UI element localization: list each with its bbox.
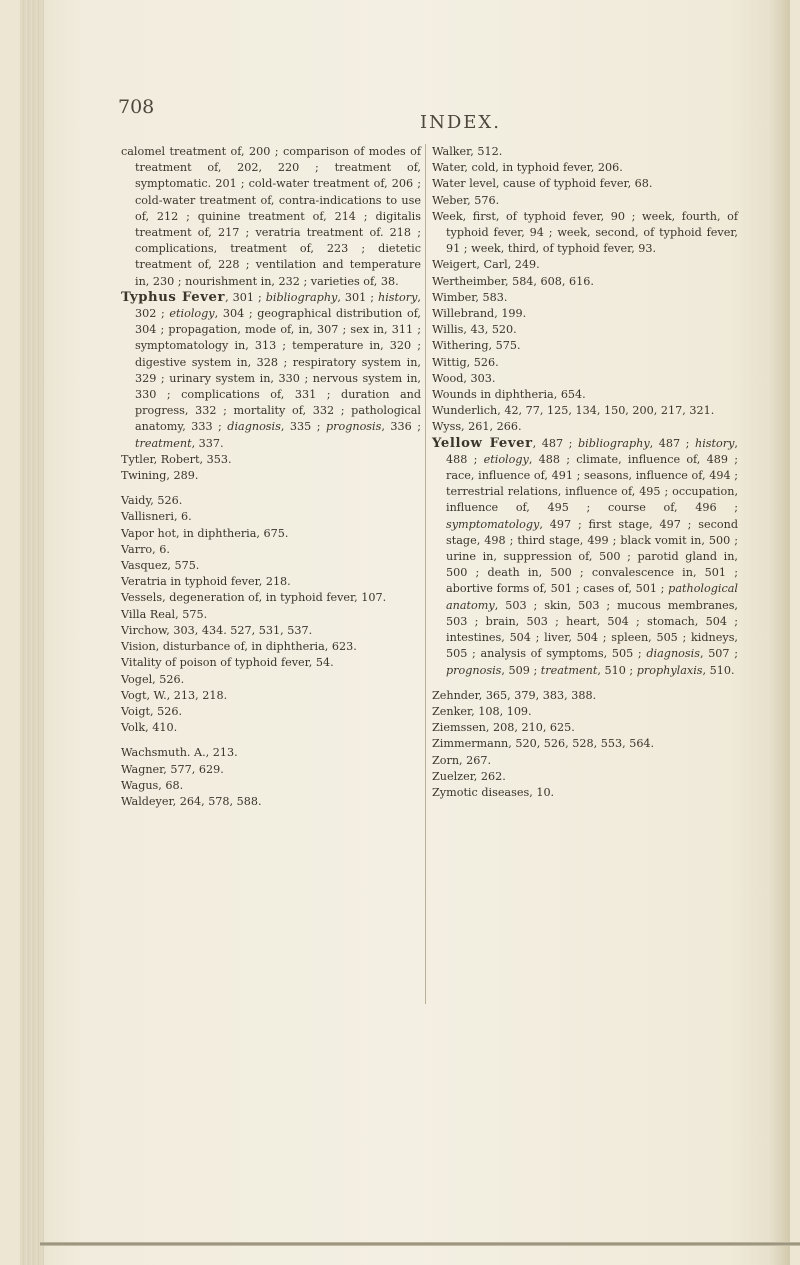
index-subheading: etiology bbox=[483, 452, 529, 466]
index-text: , 335 ; bbox=[280, 420, 326, 434]
bottom-edge-rule bbox=[40, 1242, 800, 1246]
index-text: , 510 ; bbox=[597, 663, 637, 677]
index-entry-veratria bbox=[121, 574, 421, 590]
index-text: Willebrand, 199. bbox=[432, 307, 527, 321]
index-entry-vogt bbox=[121, 688, 421, 704]
index-entry-zenker bbox=[432, 704, 738, 720]
index-text: Weber, 576. bbox=[432, 193, 500, 207]
entry-group-gap bbox=[121, 484, 421, 493]
index-text: , 510. bbox=[702, 663, 735, 677]
index-text: Wagner, 577, 629. bbox=[121, 762, 224, 776]
index-entry-vision bbox=[121, 639, 421, 655]
index-text: Wagus, 68. bbox=[121, 778, 184, 792]
index-text: Waldeyer, 264, 578, 588. bbox=[121, 794, 262, 808]
index-text: Voigt, 526. bbox=[121, 704, 183, 718]
index-entry-typhus bbox=[121, 290, 421, 452]
index-entry-varro bbox=[121, 542, 421, 558]
index-subheading: diagnosis bbox=[646, 647, 700, 661]
index-text: Vision, disturbance of, in diphtheria, 623. bbox=[121, 640, 357, 654]
index-entry-walker bbox=[432, 144, 738, 160]
index-text: Vogel, 526. bbox=[121, 672, 185, 686]
index-main-heading: Yellow Fever bbox=[432, 435, 533, 451]
index-entry-tytler bbox=[121, 452, 421, 468]
index-text: Weigert, Carl, 249. bbox=[432, 258, 540, 272]
page-edge-shadow bbox=[768, 0, 790, 1265]
entry-group-gap bbox=[432, 679, 738, 688]
index-text: , 487 ; bbox=[649, 436, 695, 450]
index-text: , 302 ; bbox=[135, 290, 421, 321]
index-entry-vitality bbox=[121, 655, 421, 671]
index-subheading: prognosis bbox=[325, 420, 382, 434]
binding-gutter bbox=[20, 0, 44, 1265]
index-entry-willebrand bbox=[432, 306, 738, 322]
index-text: Vallisneri, 6. bbox=[121, 510, 192, 524]
index-text: Zenker, 108, 109. bbox=[432, 704, 532, 718]
index-entry-weigert bbox=[432, 257, 738, 273]
index-text: , 487 ; bbox=[532, 436, 578, 450]
index-entry-vasquez bbox=[121, 558, 421, 574]
index-entry-wood bbox=[432, 371, 738, 387]
index-text: Vessels, degeneration of, in typhoid fever, 107. bbox=[121, 591, 387, 605]
index-entry-water-level bbox=[432, 176, 738, 192]
index-entry-wachsmuth bbox=[121, 745, 421, 761]
index-text: , 507 ; bbox=[699, 647, 738, 661]
index-entry-waldeyer bbox=[121, 794, 421, 810]
index-text: Veratria in typhoid fever, 218. bbox=[121, 575, 291, 589]
index-entry-vapor bbox=[121, 526, 421, 542]
index-subheading: diagnosis bbox=[227, 420, 281, 434]
index-subheading: history bbox=[377, 290, 418, 304]
index-subheading: pathological anatomy bbox=[446, 582, 738, 612]
index-entry-withering bbox=[432, 338, 738, 354]
index-text: Tytler, Robert, 353. bbox=[121, 452, 232, 466]
running-head: INDEX. bbox=[420, 112, 501, 133]
index-subheading: symptomatology bbox=[446, 517, 540, 531]
index-text: Vapor hot, in diphtheria, 675. bbox=[121, 526, 289, 540]
index-entry-calomel bbox=[121, 144, 421, 290]
index-text: Vasquez, 575. bbox=[121, 559, 200, 573]
index-entry-vaidy bbox=[121, 493, 421, 509]
index-entry-villa bbox=[121, 607, 421, 623]
index-text: Volk, 410. bbox=[121, 721, 178, 735]
index-text: , 301 ; bbox=[225, 290, 266, 304]
index-text: Ziemssen, 208, 210, 625. bbox=[432, 721, 575, 735]
index-subheading: prophylaxis bbox=[636, 663, 703, 677]
entry-group-gap bbox=[121, 736, 421, 745]
index-text: Zuelzer, 262. bbox=[432, 769, 506, 783]
index-column-right bbox=[432, 144, 738, 801]
index-entry-zehnder bbox=[432, 688, 738, 704]
index-subheading: treatment bbox=[135, 436, 192, 450]
index-text: Zymotic diseases, 10. bbox=[432, 785, 555, 799]
index-entry-wyss bbox=[432, 419, 738, 435]
index-text: Wittig, 526. bbox=[432, 355, 499, 369]
index-text: Virchow, 303, 434. 527, 531, 537. bbox=[121, 623, 313, 637]
index-text: , 503 ; skin, 503 ; mucous membranes, 503 ; brain, 503 ; heart, 504 ; stomach, 504 ; intestines, 504 ; liver, 504 ; spleen, 505 ; kidneys, 505 ; analysis of symptoms, 505 ; bbox=[446, 598, 738, 661]
index-subheading: bibliography bbox=[577, 436, 650, 450]
index-entry-yellow bbox=[432, 436, 738, 679]
index-subheading: etiology bbox=[169, 307, 215, 321]
index-entry-vessels bbox=[121, 590, 421, 606]
index-text: calomel treatment of, 200 ; comparison of modes of treatment of, 202, 220 ; treatment of, symptomatic. 201 ; cold-water treatment of, 206 ; cold-water treatment of, contra-indications to use of, 212 ; quinine treatment of, 214 ; digitalis treatment of, 217 ; veratria treatment of. 218 ; complications, treatment of, 223 ; dietetic treatment of, 228 ; ventilation and temperature in, 230 ; nourishment in, 232 ; varieties of, 38. bbox=[121, 145, 421, 288]
index-entry-wagus bbox=[121, 778, 421, 794]
index-entry-zuelzer bbox=[432, 769, 738, 785]
index-text: Twining, 289. bbox=[121, 469, 199, 483]
index-entry-wittig bbox=[432, 355, 738, 371]
index-entry-wimber bbox=[432, 290, 738, 306]
index-entry-water-cold bbox=[432, 160, 738, 176]
index-text: Zimmermann, 520, 526, 528, 553, 564. bbox=[432, 737, 655, 751]
index-text: Vogt, W., 213, 218. bbox=[121, 688, 228, 702]
index-column-left bbox=[121, 144, 421, 810]
index-entry-wagner bbox=[121, 762, 421, 778]
index-text: Varro, 6. bbox=[121, 542, 170, 556]
index-entry-vogel bbox=[121, 672, 421, 688]
index-subheading: treatment bbox=[540, 663, 598, 677]
index-main-heading: Typhus Fever bbox=[121, 289, 226, 305]
index-entry-wounds bbox=[432, 387, 738, 403]
index-entry-willis bbox=[432, 322, 738, 338]
index-text: Withering, 575. bbox=[432, 339, 521, 353]
index-text: Willis, 43, 520. bbox=[432, 323, 517, 337]
index-text: , 488 ; bbox=[446, 436, 738, 466]
index-text: Wertheimber, 584, 608, 616. bbox=[432, 274, 594, 288]
page-number: 708 bbox=[118, 96, 155, 118]
index-text: Wunderlich, 42, 77, 125, 134, 150, 200, 217, 321. bbox=[432, 404, 715, 418]
index-entry-ziemssen bbox=[432, 720, 738, 736]
index-text: Wounds in diphtheria, 654. bbox=[432, 388, 586, 402]
index-text: Zorn, 267. bbox=[432, 753, 492, 767]
index-text: , 509 ; bbox=[501, 663, 541, 677]
index-text: Water level, cause of typhoid fever, 68. bbox=[432, 177, 653, 191]
index-text: Wimber, 583. bbox=[432, 290, 508, 304]
index-entry-zimmermann bbox=[432, 736, 738, 752]
index-entry-voigt bbox=[121, 704, 421, 720]
index-text: Week, first, of typhoid fever, 90 ; week, fourth, of typhoid fever, 94 ; week, second, of typhoid fever, 91 ; week, third, of typhoid fever, 93. bbox=[432, 209, 738, 256]
index-text: Vitality of poison of typhoid fever, 54. bbox=[121, 656, 334, 670]
index-entry-twining bbox=[121, 468, 421, 484]
index-text: Vaidy, 526. bbox=[121, 494, 183, 508]
index-entry-vallisneri bbox=[121, 509, 421, 525]
index-entry-weber bbox=[432, 193, 738, 209]
index-text: Villa Real, 575. bbox=[121, 607, 208, 621]
index-entry-zorn bbox=[432, 753, 738, 769]
index-subheading: history bbox=[694, 436, 735, 450]
index-entry-volk bbox=[121, 720, 421, 736]
index-entry-zymotic bbox=[432, 785, 738, 801]
index-text: Wyss, 261, 266. bbox=[432, 420, 522, 434]
index-entry-wertheimber bbox=[432, 274, 738, 290]
index-subheading: bibliography bbox=[265, 290, 338, 304]
index-text: Wood, 303. bbox=[432, 371, 496, 385]
index-text: Wachsmuth. A., 213. bbox=[121, 746, 238, 760]
index-entry-virchow bbox=[121, 623, 421, 639]
index-text: , 336 ; bbox=[381, 420, 421, 434]
column-divider bbox=[425, 144, 426, 1004]
index-text: Zehnder, 365, 379, 383, 388. bbox=[432, 688, 597, 702]
index-entry-week bbox=[432, 209, 738, 258]
index-text: Walker, 512. bbox=[432, 145, 503, 158]
index-entry-wunderlich bbox=[432, 403, 738, 419]
index-text: Water, cold, in typhoid fever, 206. bbox=[432, 161, 623, 175]
index-text: , 488 ; climate, influence of, 489 ; race, influence of, 491 ; seasons, influence of, 494 ; terrestrial relations, influence of, 495 ; occupation, influence of, 495 ; course of, 496 ; bbox=[446, 452, 738, 515]
index-text: , 304 ; geographical distribution of, 304 ; propagation, mode of, in, 307 ; sex in, 311 ; symptomatology in, 313 ; temperature in, 320 ; digestive system in, 328 ; respiratory system in, 329 ; urinary system in, 330 ; nervous system in, 330 ; complications of, 331 ; duration and progress, 332 ; mortality of, 332 ; pathological anatomy, 333 ; bbox=[135, 307, 421, 434]
index-subheading: prognosis bbox=[446, 663, 502, 677]
index-text: , 337. bbox=[191, 436, 224, 450]
index-text: , 301 ; bbox=[337, 290, 378, 304]
index-text: , 497 ; first stage, 497 ; second stage, 498 ; third stage, 499 ; black vomit in, 500 ; urine in, suppression of, 500 ; parotid gland in, 500 ; death in, 500 ; convalescence in, 501 ; abortive forms of, 501 ; cases of, 501 ; bbox=[446, 517, 738, 596]
